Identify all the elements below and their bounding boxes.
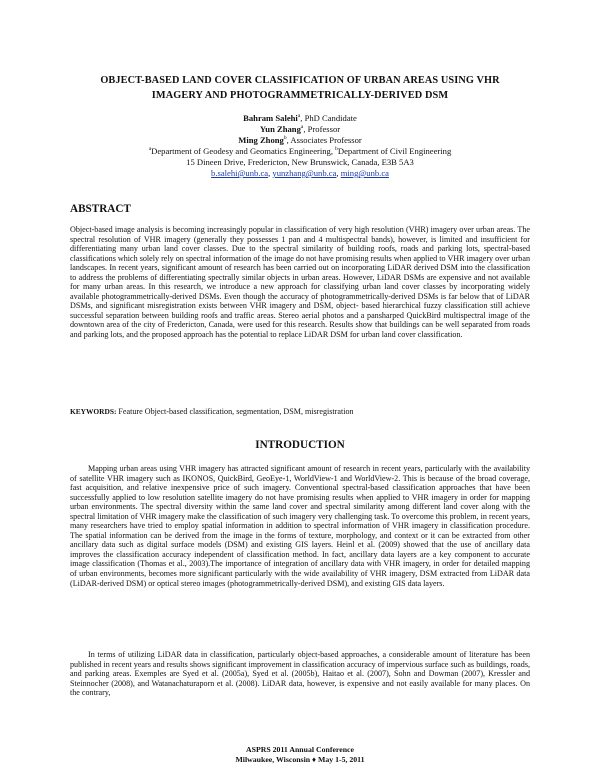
email-link-3[interactable]: ming@unb.ca xyxy=(340,168,389,178)
title-line-2: IMAGERY AND PHOTOGRAMMETRICALLY-DERIVED DSM xyxy=(151,90,449,101)
author-3 xyxy=(60,135,540,146)
footer-line-2: Milwaukee, Wisconsin ♦ May 1-5, 2011 xyxy=(235,755,365,764)
author-2-sup: a xyxy=(300,124,304,131)
intro-paragraph-2: In terms of utilizing LiDAR data in classification, particularly object-based approaches, a considerable amount of literature has been published in recent years and results shows significant improvement in classification accuracy of impervious surface such as buildings, roads, and parking areas. Exemples are Syed et al. (2005a), Syed et al. (2005b), Haitao et al. (2007), Sohn and Dowman (2007), Kressler and Steinnocher (2008), and Watanachaturaporn et al. (2008). LiDAR data, however, is expensive and not easily available for many places. On the contrary, xyxy=(70,650,530,698)
email-sep-1: , xyxy=(268,168,273,178)
author-3-role: , Associates Professor xyxy=(286,135,362,145)
aff-sup-b: b xyxy=(335,146,338,153)
email-sep-2: , xyxy=(336,168,341,178)
author-2-name: Yun Zhang xyxy=(259,124,301,134)
author-1 xyxy=(60,113,540,124)
emails xyxy=(60,168,540,179)
author-2-role: , Professor xyxy=(303,124,341,134)
abstract-heading: ABSTRACT xyxy=(70,203,131,215)
author-2 xyxy=(60,124,540,135)
author-1-sup: a xyxy=(297,113,301,120)
keywords-text: Feature Object-based classification, segmentation, DSM, misregistration xyxy=(116,407,354,416)
keywords-line xyxy=(70,407,354,416)
author-1-name: Bahram Salehi xyxy=(243,113,298,123)
aff-sup-a: a xyxy=(148,146,152,153)
author-1-role: , PhD Candidate xyxy=(300,113,357,123)
keywords-label: KEYWORDS: xyxy=(70,407,117,416)
footer-line-1: ASPRS 2011 Annual Conference xyxy=(246,745,354,754)
page-footer xyxy=(60,745,540,765)
author-3-sup: b xyxy=(283,135,287,142)
abstract-body: Object-based image analysis is becoming increasingly popular in classification of very high resolution (VHR) imagery over urban areas. The spectral resolution of VHR imagery (generally they possesses 1 pan and 4 multispectral bands), however, is limited and insufficient for differentiating many urban land cover classes. Due to the spectral similarity of building roofs, roads and parking lots, spectral-based classifications which solely rely on spectral information of the image do not have promising results when applied to VHR imagery over urban landscapes. In recent years, significant amount of research has been carried out on incorporating LiDAR derived DSM into the classification to address the problems of differentiating spectrally similar objects in urban areas. However, LiDAR DSMs are expensive and not available for many urban areas. In this research, we introduce a new approach for classifying urban land cover classes by incorporating widely available photogrammetrically-derived DSMs. Even though the accuracy of photogrammetrically-derived DSMs is far below that of LiDAR DSMs, and significant misregistration exists between VHR imagery and DSM, object- based hierarchical fuzzy classification still achieve successful separation between building roofs and traffic areas. Stereo aerial photos and a pansharped QuickBird multispectral image of the downtown area of the city of Fredericton, Canada, were used for this research. Results show that buildings can be well separated from roads and parking lots, and the proposed approach has the potential to replace LiDAR DSM for urban land cover classification. xyxy=(70,225,530,340)
aff-b: Department of Civil Engineering xyxy=(337,146,452,156)
email-link-1[interactable]: b.salehi@unb.ca xyxy=(211,168,269,178)
paper-title xyxy=(60,73,540,103)
author-block xyxy=(60,113,540,179)
title-line-1: OBJECT-BASED LAND COVER CLASSIFICATION OF URBAN AREAS USING VHR xyxy=(100,75,500,86)
affiliation xyxy=(60,146,540,157)
introduction-heading: INTRODUCTION xyxy=(255,439,345,451)
address: 15 Dineen Drive, Fredericton, New Brunswick, Canada, E3B 5A3 xyxy=(186,157,414,167)
author-3-name: Ming Zhong xyxy=(238,135,284,145)
email-link-2[interactable]: yunzhang@unb.ca xyxy=(272,168,337,178)
aff-a: Department of Geodesy and Geomatics Engineering, xyxy=(151,146,336,156)
intro-paragraph-1: Mapping urban areas using VHR imagery has attracted significant amount of research in recent years, particularly with the availability of satellite VHR imagery such as IKONOS, QuickBird, GeoEye-1, WorldView-1 and WorldView-2. This is because of the broad coverage, fast acquisition, and relative inexpensive price of such imagery. Conventional spectral-based classification approaches that have been successfully applied to low resolution satellite imagery do not have promising results when applied to VHR imagery in order for mapping urban environments. The spectral diversity within the same land cover and spectral similarity among different land cover along with the spectral limitation of VHR imagery make the classification of such imagery very challenging task. To overcome this problem, in recent years, many researchers have tried to employ spatial information in addition to spectral information of VHR imagery in classification procedure. The spatial information can be derived from the image in the forms of texture, morphology, and context or it can be extracted from other ancillary data such as digital surface models (DSM) and existing GIS layers. Heinl et al. (2009) showed that the use of ancillary data improves the classification accuracy independent of classification method. In fact, ancillary data layers are a key component to accurate image classification (Thomas et al., 2003).The importance of integration of ancillary data with VHR imagery, in order for detailed mapping of urban environments, becomes more significant particularly with the wide availability of VHR imagery, DSM extracted from LiDAR data (LiDAR-derived DSM) or optical stereo images (photogrammetrically-derived DSM), and existing GIS data layers. xyxy=(70,464,530,588)
